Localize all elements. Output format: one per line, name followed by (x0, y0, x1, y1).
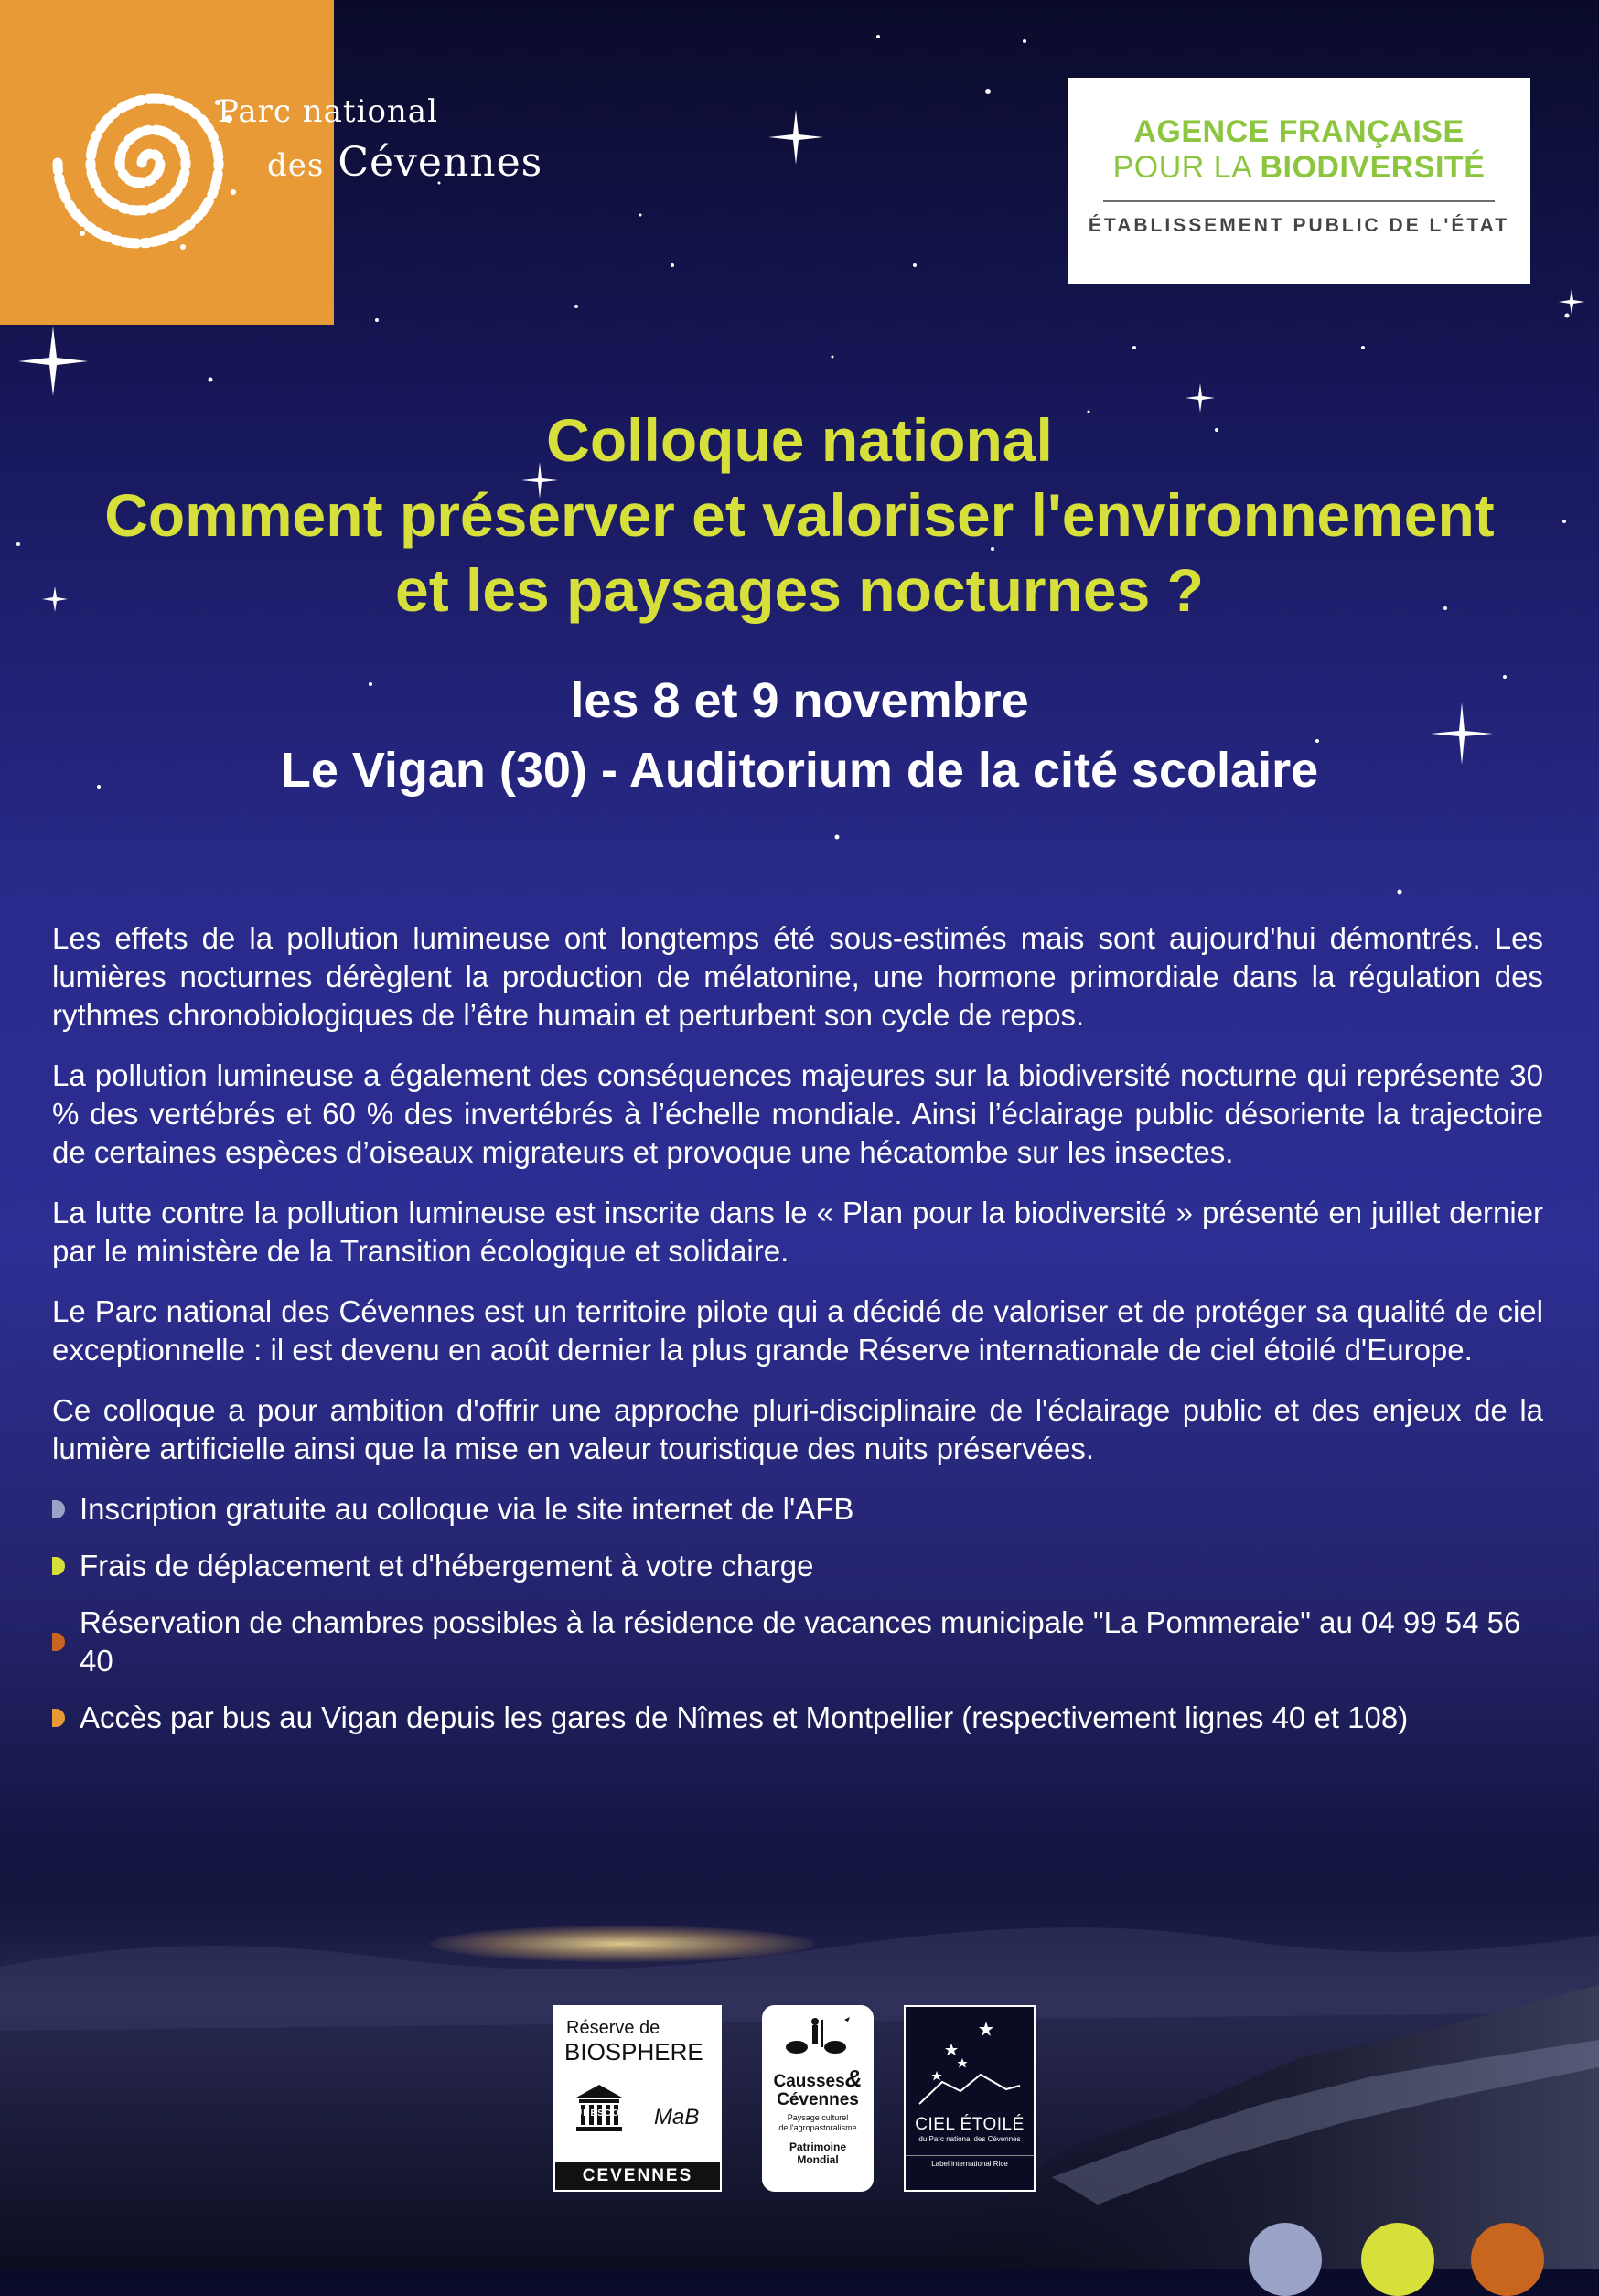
unesco-label: UNESCO (575, 2108, 620, 2119)
logo-text-cevennes: Cévennes (338, 139, 543, 186)
biosphere-footer: CEVENNES (555, 2162, 720, 2190)
biosphere-badge (553, 2005, 722, 2192)
causses-sub-line2: de l'agropastoralisme (778, 2123, 857, 2132)
afb-line3: ÉTABLISSEMENT PUBLIC DE L'ÉTAT (1088, 215, 1510, 236)
title-colloque: Colloque national (546, 406, 1053, 474)
title-block (0, 402, 1599, 805)
afb-logo (1068, 78, 1530, 284)
ciel-name: CIEL ÉTOILÉ (915, 2115, 1025, 2134)
causses-cevennes-badge (762, 2005, 874, 2192)
causses-sub-line1: Paysage culturel (787, 2113, 849, 2122)
bullet-marker-icon (52, 1633, 65, 1651)
mab-label: MaB (654, 2105, 700, 2130)
city-glow (430, 1926, 814, 1962)
logo-text-parc: Parc (218, 93, 292, 130)
info-list (52, 1490, 1543, 1737)
ciel-sub: du Parc national des Cévennes (918, 2135, 1021, 2143)
paragraph: Ce colloque a pour ambition d'offrir une approche pluri-disciplinaire de l'éclairage public et des enjeux de la lumière artificielle ainsi que la mise en valeur touristique des nuits préservées. (52, 1393, 1543, 1465)
swirl-logo-icon (46, 55, 256, 265)
logo-text-des: des (267, 147, 325, 184)
star-sparkle-icon (18, 327, 88, 396)
partner-badges (553, 2005, 1038, 2188)
ciel-etoile-badge (904, 2005, 1036, 2192)
star-sparkle-icon (768, 110, 823, 165)
ciel-label: Label international Rice (906, 2155, 1034, 2169)
causses-name-line2: Cévennes (777, 2090, 859, 2109)
afb-line2-main: BIODIVERSITÉ (1260, 150, 1486, 185)
event-date: les 8 et 9 novembre (570, 673, 1029, 728)
paragraph: La pollution lumineuse a également des conséquences majeures sur la biodiversité nocturne qui représente 30 % des vertébrés et 60 % des invertébrés à l’échelle mondiale. Ainsi l’éclairage public désoriente la trajectoire de certaines espèces d’oiseaux migrateurs et provoque une hécatombe sur les insectes. (52, 1058, 1543, 1169)
list-item (52, 1490, 1543, 1529)
list-item (52, 1699, 1543, 1737)
causses-pm-line1: Patrimoine (789, 2140, 846, 2153)
logo-text-national: national (302, 93, 438, 130)
afb-divider (1103, 200, 1495, 202)
title-question-line2: et les paysages nocturnes ? (394, 556, 1204, 624)
decor-dot (1471, 2223, 1544, 2296)
parc-national-logo (0, 0, 543, 325)
paragraph: Les effets de la pollution lumineuse ont longtemps été sous-estimés mais sont aujourd'hui démontrés. Les lumières nocturnes dérèglent la production de mélatonine, une hormone primordiale dans la régulation des rythmes chronobiologiques de l’être humain et perturbent son cycle de repos. (52, 921, 1543, 1032)
list-item (52, 1547, 1543, 1585)
starry-mountain-icon (915, 2016, 1025, 2108)
afb-line2-prefix: POUR LA (1112, 150, 1251, 185)
bullet-marker-icon (52, 1709, 65, 1727)
list-item-text: Accès par bus au Vigan depuis les gares de Nîmes et Montpellier (respectivement lignes 40 et 108) (80, 1701, 1409, 1734)
bullet-marker-icon (52, 1557, 65, 1575)
causses-amp: & (844, 2065, 863, 2092)
causses-pm-line2: Mondial (797, 2153, 839, 2166)
biosphere-line2: BIOSPHERE (564, 2038, 703, 2065)
list-item (52, 1604, 1543, 1680)
paragraph: La lutte contre la pollution lumineuse est inscrite dans le « Plan pour la biodiversité » présenté en juillet dernier par le ministère de la Transition écologique et solidaire. (52, 1196, 1543, 1268)
title-question-line1: Comment préserver et valoriser l'environnement (104, 481, 1495, 549)
star-sparkle-icon (1559, 289, 1584, 315)
list-item-text: Frais de déplacement et d'hébergement à votre charge (80, 1549, 814, 1583)
decor-dot (1249, 2223, 1322, 2296)
paragraph: Le Parc national des Cévennes est un territoire pilote qui a décidé de valoriser et de protéger sa qualité de ciel exceptionnelle : il est devenu en août dernier la plus grande Réserve internationale de ciel étoilé d'Europe. (52, 1294, 1543, 1367)
causses-name-line1: Causses (773, 2072, 845, 2091)
bullet-marker-icon (52, 1500, 65, 1518)
list-item-text: Inscription gratuite au colloque via le site internet de l'AFB (80, 1492, 854, 1526)
shepherd-flock-icon (771, 2014, 863, 2060)
afb-line1: AGENCE FRANÇAISE (1133, 114, 1465, 149)
list-item-text: Réservation de chambres possibles à la résidence de vacances municipale "La Pommeraie" au 04 99 54 56 40 (80, 1605, 1521, 1678)
body-text (52, 919, 1543, 1755)
footer-dots (0, 2223, 1599, 2269)
biosphere-line1: Réserve de (566, 2018, 660, 2038)
decor-dot (1361, 2223, 1434, 2296)
event-place: Le Vigan (30) - Auditorium de la cité scolaire (280, 743, 1319, 798)
